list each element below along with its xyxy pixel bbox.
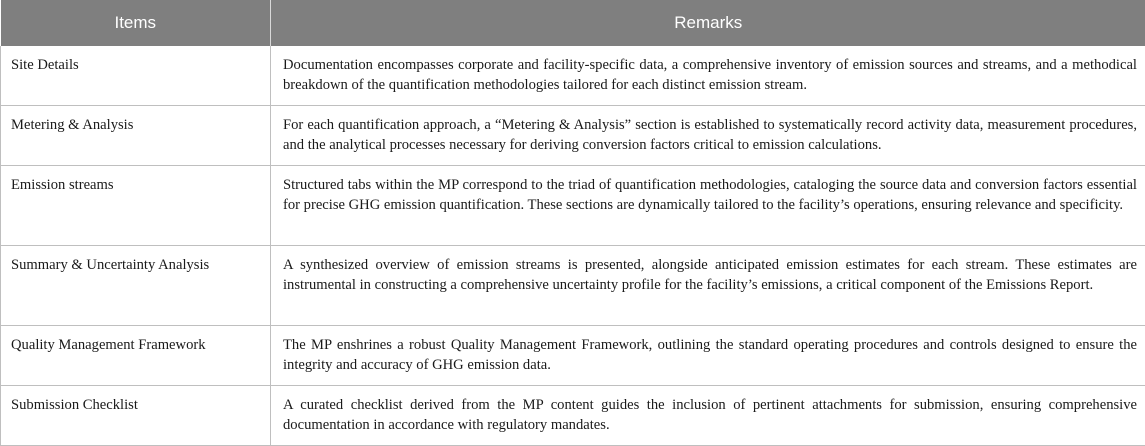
table-row bbox=[1, 166, 1145, 246]
remark-cell: Structured tabs within the MP correspond to the triad of quantification methodologies, cataloging the source data and conversion factors essential for precise GHG emission quantification. These sections are dynamically tailored to the facility’s operations, ensuring relevance and specificity. bbox=[271, 166, 1145, 246]
remark-cell: For each quantification approach, a “Metering & Analysis” section is established to systematically record activity data, measurement procedures, and the analytical processes necessary for deriving conversion factors critical to emission calculations. bbox=[271, 106, 1145, 166]
header-remarks: Remarks bbox=[271, 0, 1145, 46]
remark-cell: The MP enshrines a robust Quality Management Framework, outlining the standard operating procedures and controls designed to ensure the integrity and accuracy of GHG emission data. bbox=[271, 326, 1145, 386]
item-cell: Emission streams bbox=[1, 166, 271, 246]
table-row bbox=[1, 386, 1145, 446]
item-cell: Metering & Analysis bbox=[1, 106, 271, 166]
item-cell: Summary & Uncertainty Analysis bbox=[1, 246, 271, 326]
header-items: Items bbox=[1, 0, 271, 46]
table-body bbox=[1, 46, 1145, 446]
item-cell: Site Details bbox=[1, 46, 271, 106]
table-row bbox=[1, 246, 1145, 326]
remark-cell: Documentation encompasses corporate and facility-specific data, a comprehensive inventory of emission sources and streams, and a methodical breakdown of the quantification methodologies tailored for each distinct emission stream. bbox=[271, 46, 1145, 106]
table-row bbox=[1, 46, 1145, 106]
remark-cell: A curated checklist derived from the MP content guides the inclusion of pertinent attachments for submission, ensuring comprehensive documentation in accordance with regulatory mandates. bbox=[271, 386, 1145, 446]
remark-cell: A synthesized overview of emission streams is presented, alongside anticipated emission estimates for each stream. These estimates are instrumental in constructing a comprehensive uncertainty profile for the facility’s emissions, a critical component of the Emissions Report. bbox=[271, 246, 1145, 326]
header-row bbox=[1, 0, 1145, 46]
table-header bbox=[1, 0, 1145, 46]
table-row bbox=[1, 106, 1145, 166]
table-row bbox=[1, 326, 1145, 386]
item-cell: Submission Checklist bbox=[1, 386, 271, 446]
item-cell: Quality Management Framework bbox=[1, 326, 271, 386]
